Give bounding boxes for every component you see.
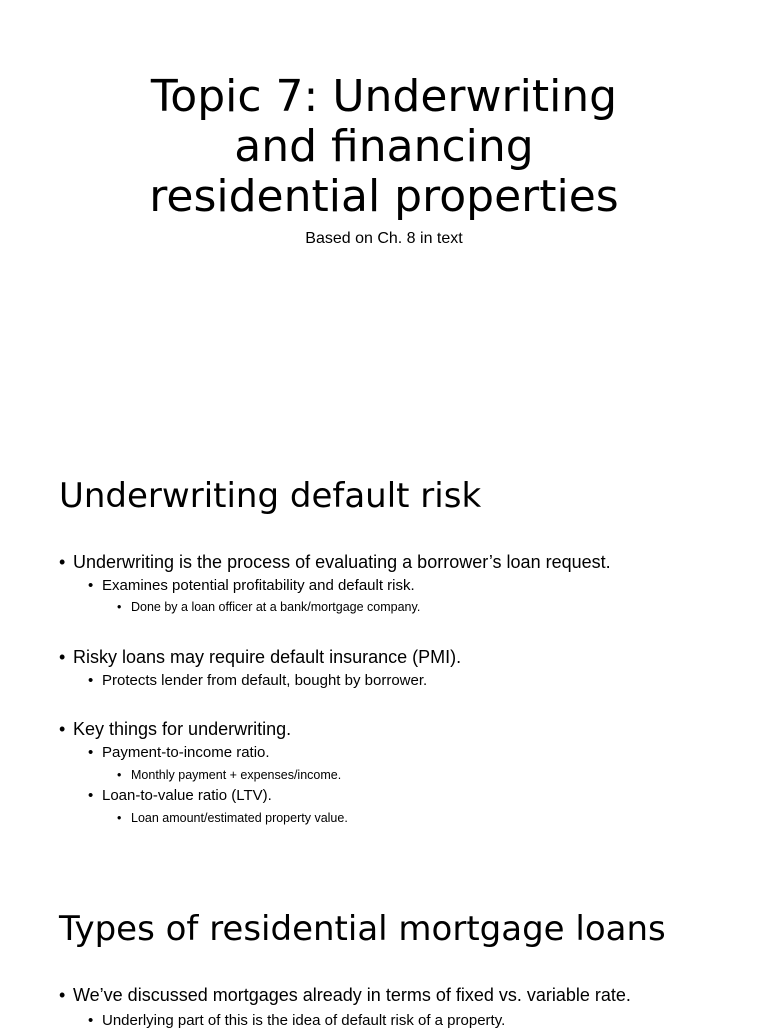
sub-sub-bullet-item bbox=[117, 599, 420, 615]
sub-bullet-item bbox=[88, 1011, 505, 1031]
title-line-2: and financing bbox=[234, 121, 534, 172]
bullet-item bbox=[59, 551, 611, 573]
sub-bullet-item bbox=[88, 576, 415, 596]
bullet-text: Risky loans may require default insurance (PMI). bbox=[73, 647, 462, 667]
bullet-text: Underlying part of this is the idea of default risk of a property. bbox=[102, 1012, 506, 1029]
sub-bullet-item bbox=[88, 786, 272, 806]
sub-bullet-item bbox=[88, 671, 427, 691]
bullet-text: Examines potential profitability and default risk. bbox=[102, 577, 415, 594]
title-line-1: Topic 7: Underwriting bbox=[150, 71, 618, 122]
bullet-dot: • bbox=[88, 744, 94, 761]
bullet-dot: • bbox=[117, 768, 122, 782]
bullet-text: Monthly payment + expenses/income. bbox=[131, 768, 342, 782]
bullet-text: Done by a loan officer at a bank/mortgage company. bbox=[131, 600, 421, 614]
bullet-dot: • bbox=[88, 787, 94, 804]
bullet-text: Loan-to-value ratio (LTV). bbox=[102, 787, 272, 804]
bullet-dot: • bbox=[59, 985, 66, 1005]
sub-sub-bullet-item bbox=[117, 767, 341, 783]
title-line-3: residential properties bbox=[149, 171, 619, 222]
slide-heading: Types of residential mortgage loans bbox=[59, 909, 666, 949]
bullet-dot: • bbox=[88, 577, 94, 594]
slide-title-heading bbox=[0, 72, 768, 222]
slide-heading: Underwriting default risk bbox=[59, 476, 482, 516]
bullet-dot: • bbox=[88, 672, 94, 689]
bullet-text: We’ve discussed mortgages already in terms of fixed vs. variable rate. bbox=[73, 985, 631, 1005]
bullet-item bbox=[59, 646, 461, 668]
bullet-dot: • bbox=[88, 1012, 94, 1029]
bullet-dot: • bbox=[117, 600, 122, 614]
bullet-item bbox=[59, 984, 631, 1006]
bullet-text: Underwriting is the process of evaluating a borrower’s loan request. bbox=[73, 552, 611, 572]
sub-sub-bullet-item bbox=[117, 810, 348, 826]
sub-bullet-item bbox=[88, 743, 270, 763]
bullet-dot: • bbox=[59, 647, 66, 667]
bullet-item bbox=[59, 718, 291, 740]
bullet-dot: • bbox=[117, 811, 122, 825]
bullet-text: Payment-to-income ratio. bbox=[102, 744, 270, 761]
bullet-dot: • bbox=[59, 719, 66, 739]
bullet-text: Key things for underwriting. bbox=[73, 719, 292, 739]
bullet-dot: • bbox=[59, 552, 66, 572]
bullet-text: Protects lender from default, bought by borrower. bbox=[102, 672, 428, 689]
bullet-text: Loan amount/estimated property value. bbox=[131, 811, 348, 825]
slide-subtitle: Based on Ch. 8 in text bbox=[305, 230, 463, 247]
